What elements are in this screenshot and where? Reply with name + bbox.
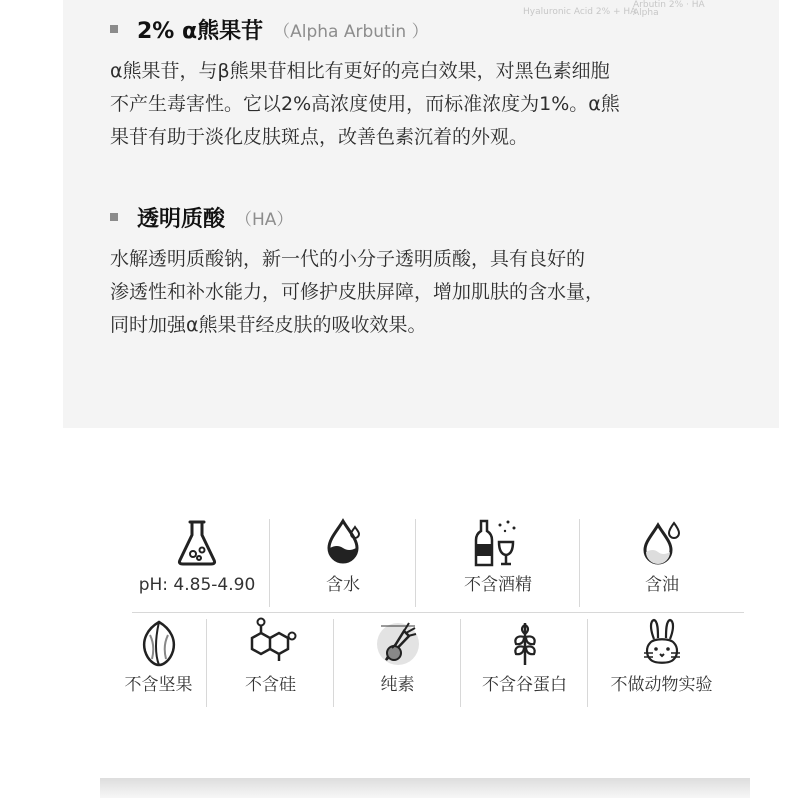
feature-contains-oil <box>580 515 744 613</box>
corner-label-3: Hyaluronic Acid 2% + HA <box>523 7 637 17</box>
feature-label: pH: 4.85-4.90 <box>138 575 256 595</box>
section-bullet <box>110 213 118 221</box>
molecule-icon <box>243 617 299 669</box>
feature-row-2 <box>110 615 735 713</box>
section-body: α熊果苷，与β熊果苷相比有更好的亮白效果，对黑色素细胞 不产生毒害性。它以2%高浓度使用，而标准浓度为1%。α熊 果苷有助于淡化皮肤斑点，改善色素沉着的外观。 <box>110 60 620 148</box>
flask-icon <box>169 517 225 569</box>
feature-label: 不含坚果 <box>124 675 193 695</box>
section-heading <box>110 199 750 235</box>
alpha-arbutin-section <box>110 11 750 154</box>
nut-icon <box>131 617 187 669</box>
wine-bottle-icon <box>470 517 526 569</box>
feature-label: 含油 <box>645 575 679 595</box>
oil-drop-icon <box>634 517 690 569</box>
feature-label: 不含硅 <box>245 675 296 695</box>
feature-alcohol-free <box>416 515 580 613</box>
row-divider <box>132 612 744 613</box>
hyaluronic-acid-section <box>110 199 750 342</box>
feature-row-1 <box>124 515 744 613</box>
section-title: 透明质酸 <box>137 206 226 232</box>
section-heading <box>110 11 750 47</box>
feature-label: 含水 <box>326 575 360 595</box>
feature-ph <box>124 515 270 613</box>
feature-label: 不含酒精 <box>464 575 532 595</box>
corner-label-1: Alpha <box>633 8 659 18</box>
feature-label: 纯素 <box>380 675 415 695</box>
bottom-shadow <box>100 778 750 798</box>
vegan-vegetable-icon <box>370 617 426 669</box>
section-subtitle: （HA） <box>235 209 294 230</box>
feature-nut-free <box>110 615 207 713</box>
section-subtitle: （Alpha Arbutin ） <box>273 21 429 42</box>
section-title: 2% α熊果苷 <box>137 18 264 44</box>
water-drop-icon <box>315 517 371 569</box>
section-body: 水解透明质酸钠，新一代的小分子透明质酸，具有良好的 渗透性和补水能力，可修护皮肤屏障，增加肌肤的含水量， 同时加强α熊果苷经皮肤的吸收效果。 <box>110 248 605 336</box>
feature-label: 不含谷蛋白 <box>482 675 567 695</box>
feature-cruelty-free <box>588 615 735 713</box>
wheat-icon <box>497 617 553 669</box>
feature-silicone-free <box>207 615 334 713</box>
rabbit-icon <box>634 617 690 669</box>
feature-vegan <box>334 615 461 713</box>
feature-gluten-free <box>461 615 588 713</box>
section-bullet <box>110 25 118 33</box>
feature-icons-grid <box>110 505 740 715</box>
feature-label: 不做动物实验 <box>610 675 713 695</box>
feature-contains-water <box>270 515 416 613</box>
corner-label-2: Arbutin 2% · HA <box>633 0 705 10</box>
